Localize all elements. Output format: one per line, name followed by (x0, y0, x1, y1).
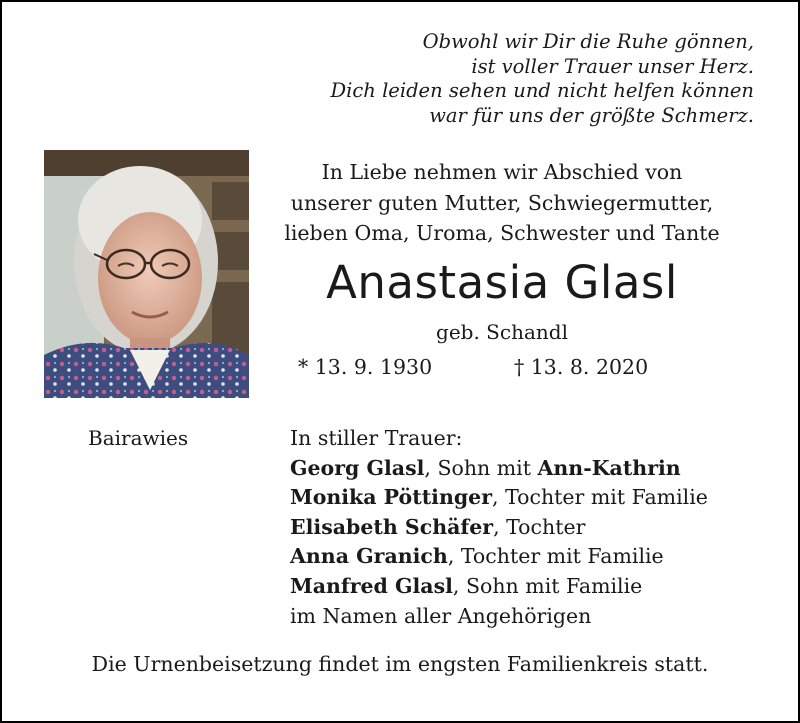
intro-line: lieben Oma, Uroma, Schwester und Tante (284, 221, 720, 245)
portrait-image (44, 150, 249, 398)
poem (331, 30, 754, 128)
intro-line: unserer guten Mutter, Schwiegermutter, (290, 190, 714, 215)
poem-line: Obwohl wir Dir die Ruhe gönnen, (422, 30, 754, 53)
poem-line: Dich leiden sehen und nicht helfen können (330, 79, 754, 102)
mourner-name: Georg Glasl (290, 455, 425, 480)
deceased-name: Anastasia Glasl (326, 256, 678, 309)
mourner-partner: Ann-Kathrin (537, 455, 681, 480)
intro-text (262, 157, 742, 249)
mourner-name: Manfred Glasl (290, 573, 453, 598)
mourner-line (290, 572, 708, 602)
poem-line: ist voller Trauer unser Herz. (471, 54, 754, 78)
place-name: Bairawies (88, 426, 189, 450)
intro-line: In Liebe nehmen wir Abschied von (321, 160, 683, 184)
mourners-header: In stiller Trauer: (290, 426, 463, 450)
mourners-list (290, 424, 708, 631)
mourner-line (290, 513, 708, 543)
mourner-line (290, 542, 708, 572)
poem-line: war für uns der größte Schmerz. (429, 103, 754, 127)
mourner-line (290, 483, 708, 513)
mourner-name: Elisabeth Schäfer (290, 514, 494, 539)
portrait-photo (44, 150, 249, 398)
mourner-relation: , Sohn mit Familie (452, 573, 643, 598)
mourner-relation: , Tochter (493, 514, 586, 539)
mourner-relation: , Sohn mit (424, 455, 538, 480)
mourner-name: Anna Granich (290, 544, 448, 569)
closing-note: Die Urnenbeisetzung findet im engsten Familienkreis statt. (91, 652, 709, 676)
birth-date: * 13. 9. 1930 (298, 355, 433, 379)
mourner-relation: , Tochter mit Familie (492, 485, 708, 510)
maiden-name: geb. Schandl (436, 320, 568, 344)
death-date: † 13. 8. 2020 (514, 355, 649, 379)
mourner-name: Monika Pöttinger (290, 485, 493, 510)
mourner-line (290, 454, 708, 484)
mourner-relation: , Tochter mit Familie (447, 544, 664, 569)
mourners-footer: im Namen aller Angehörigen (290, 603, 592, 628)
